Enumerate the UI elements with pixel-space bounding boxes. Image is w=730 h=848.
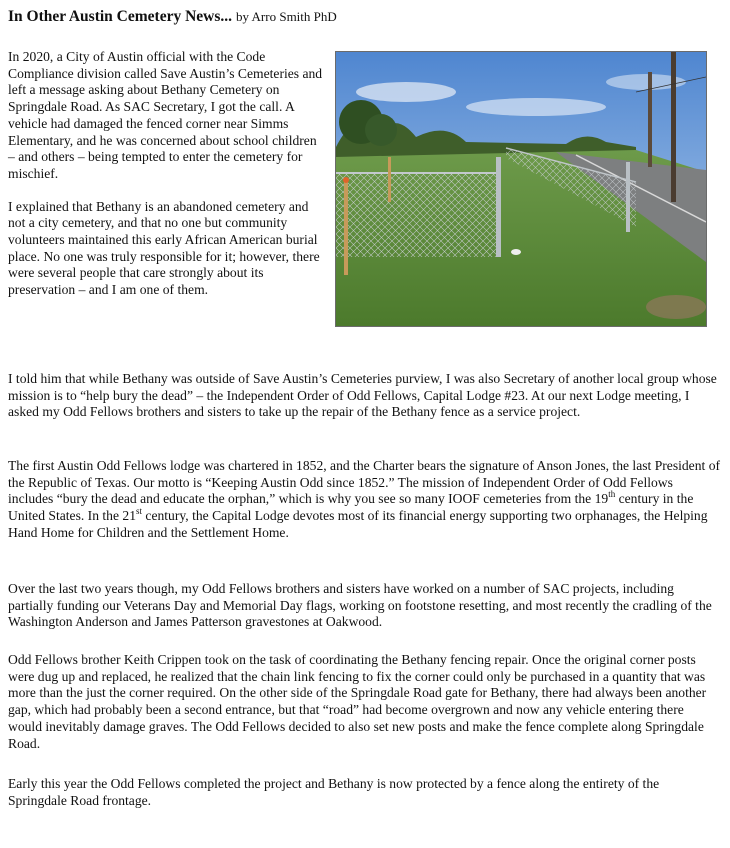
lodge-history-sup1: th — [608, 488, 616, 499]
lodge-history-part2: century in the United States. In the 21 — [8, 491, 694, 524]
lodge-history-sup2: st — [136, 505, 143, 516]
paragraph-lodge-history — [8, 458, 720, 542]
article-byline: by Arro Smith PhD — [236, 9, 337, 24]
paragraph-completion: Early this year the Odd Fellows completed the project and Bethany is now protected by a fence along the entirety of the Springdale Road frontage. — [8, 776, 660, 808]
paragraph-fencing-repair: Odd Fellows brother Keith Crippen took on the task of coordinating the Bethany fencing repair. Once the original corner posts were dug up and replaced, he realized that the chain link fencing to fix the corner could only be purchased in a quantity that was more than the just the corner required. On the other side of the Springdale Road gate for Bethany, there had always been another gap, which had probably been a second entrance, but that “road” had become overgrown and now any vehicle entering there would inevitably damage graves. The Odd Fellows decided to also set new posts and make the fence complete along Springdale Road. — [8, 652, 707, 751]
paragraph-odd-fellows: I told him that while Bethany was outside of Save Austin’s Cemeteries purview, I was also Secretary of another local group whose mission is to “help bury the dead” – the Independent Order of Odd Fellows, Capital Lodge #23. At our next Lodge meeting, I asked my Odd Fellows brothers and sisters to take up the repair of the Bethany fence as a service project. — [8, 371, 717, 420]
lodge-history-part1: The first Austin Odd Fellows lodge was chartered in 1852, and the Charter bears the signature of Anson Jones, the last President of the Republic of Texas. Our motto is “Keeping Austin Odd since 1852.” The mission of Independent Order of Odd Fellows includes “bury the dead and educate the orphan,” which is why you see so many IOOF cemeteries from the 19 — [8, 458, 721, 507]
article-title: In Other Austin Cemetery News... — [8, 8, 233, 25]
article-header — [8, 8, 337, 26]
lodge-history-part3: century, the Capital Lodge devotes most of its financial energy supporting two orphanages, the Helping Hand Home for Children and the Settlement Home. — [8, 508, 708, 540]
paragraph-sac-projects: Over the last two years though, my Odd Fellows brothers and sisters have worked on a number of SAC projects, including partially funding our Veterans Day and Memorial Day flags, working on footstone resetting, and most recently the cradling of the Washington Anderson and James Patterson gravestones at Oakwood. — [8, 581, 712, 630]
fence-photo-illustration — [336, 52, 706, 326]
cemetery-fence-photo — [335, 51, 707, 327]
paragraph-abandoned: I explained that Bethany is an abandoned cemetery and not a city cemetery, and that no one but community volunteers maintained this early African American burial place. No one was truly responsible for it; however, there were several people that care strongly about its preservation – and I am one of them. — [8, 198, 320, 298]
paragraph-call: In 2020, a City of Austin official with the Code Compliance division called Save Austin’s Cemeteries and left a message asking about Bethany Cemetery on Springdale Road. As SAC Secretary, I got the call. A vehicle had damaged the fenced corner near Simms Elementary, and he was concerned about school children – and others – being tempted to enter the cemetery for mischief. — [8, 49, 323, 181]
intro-column — [8, 49, 326, 299]
